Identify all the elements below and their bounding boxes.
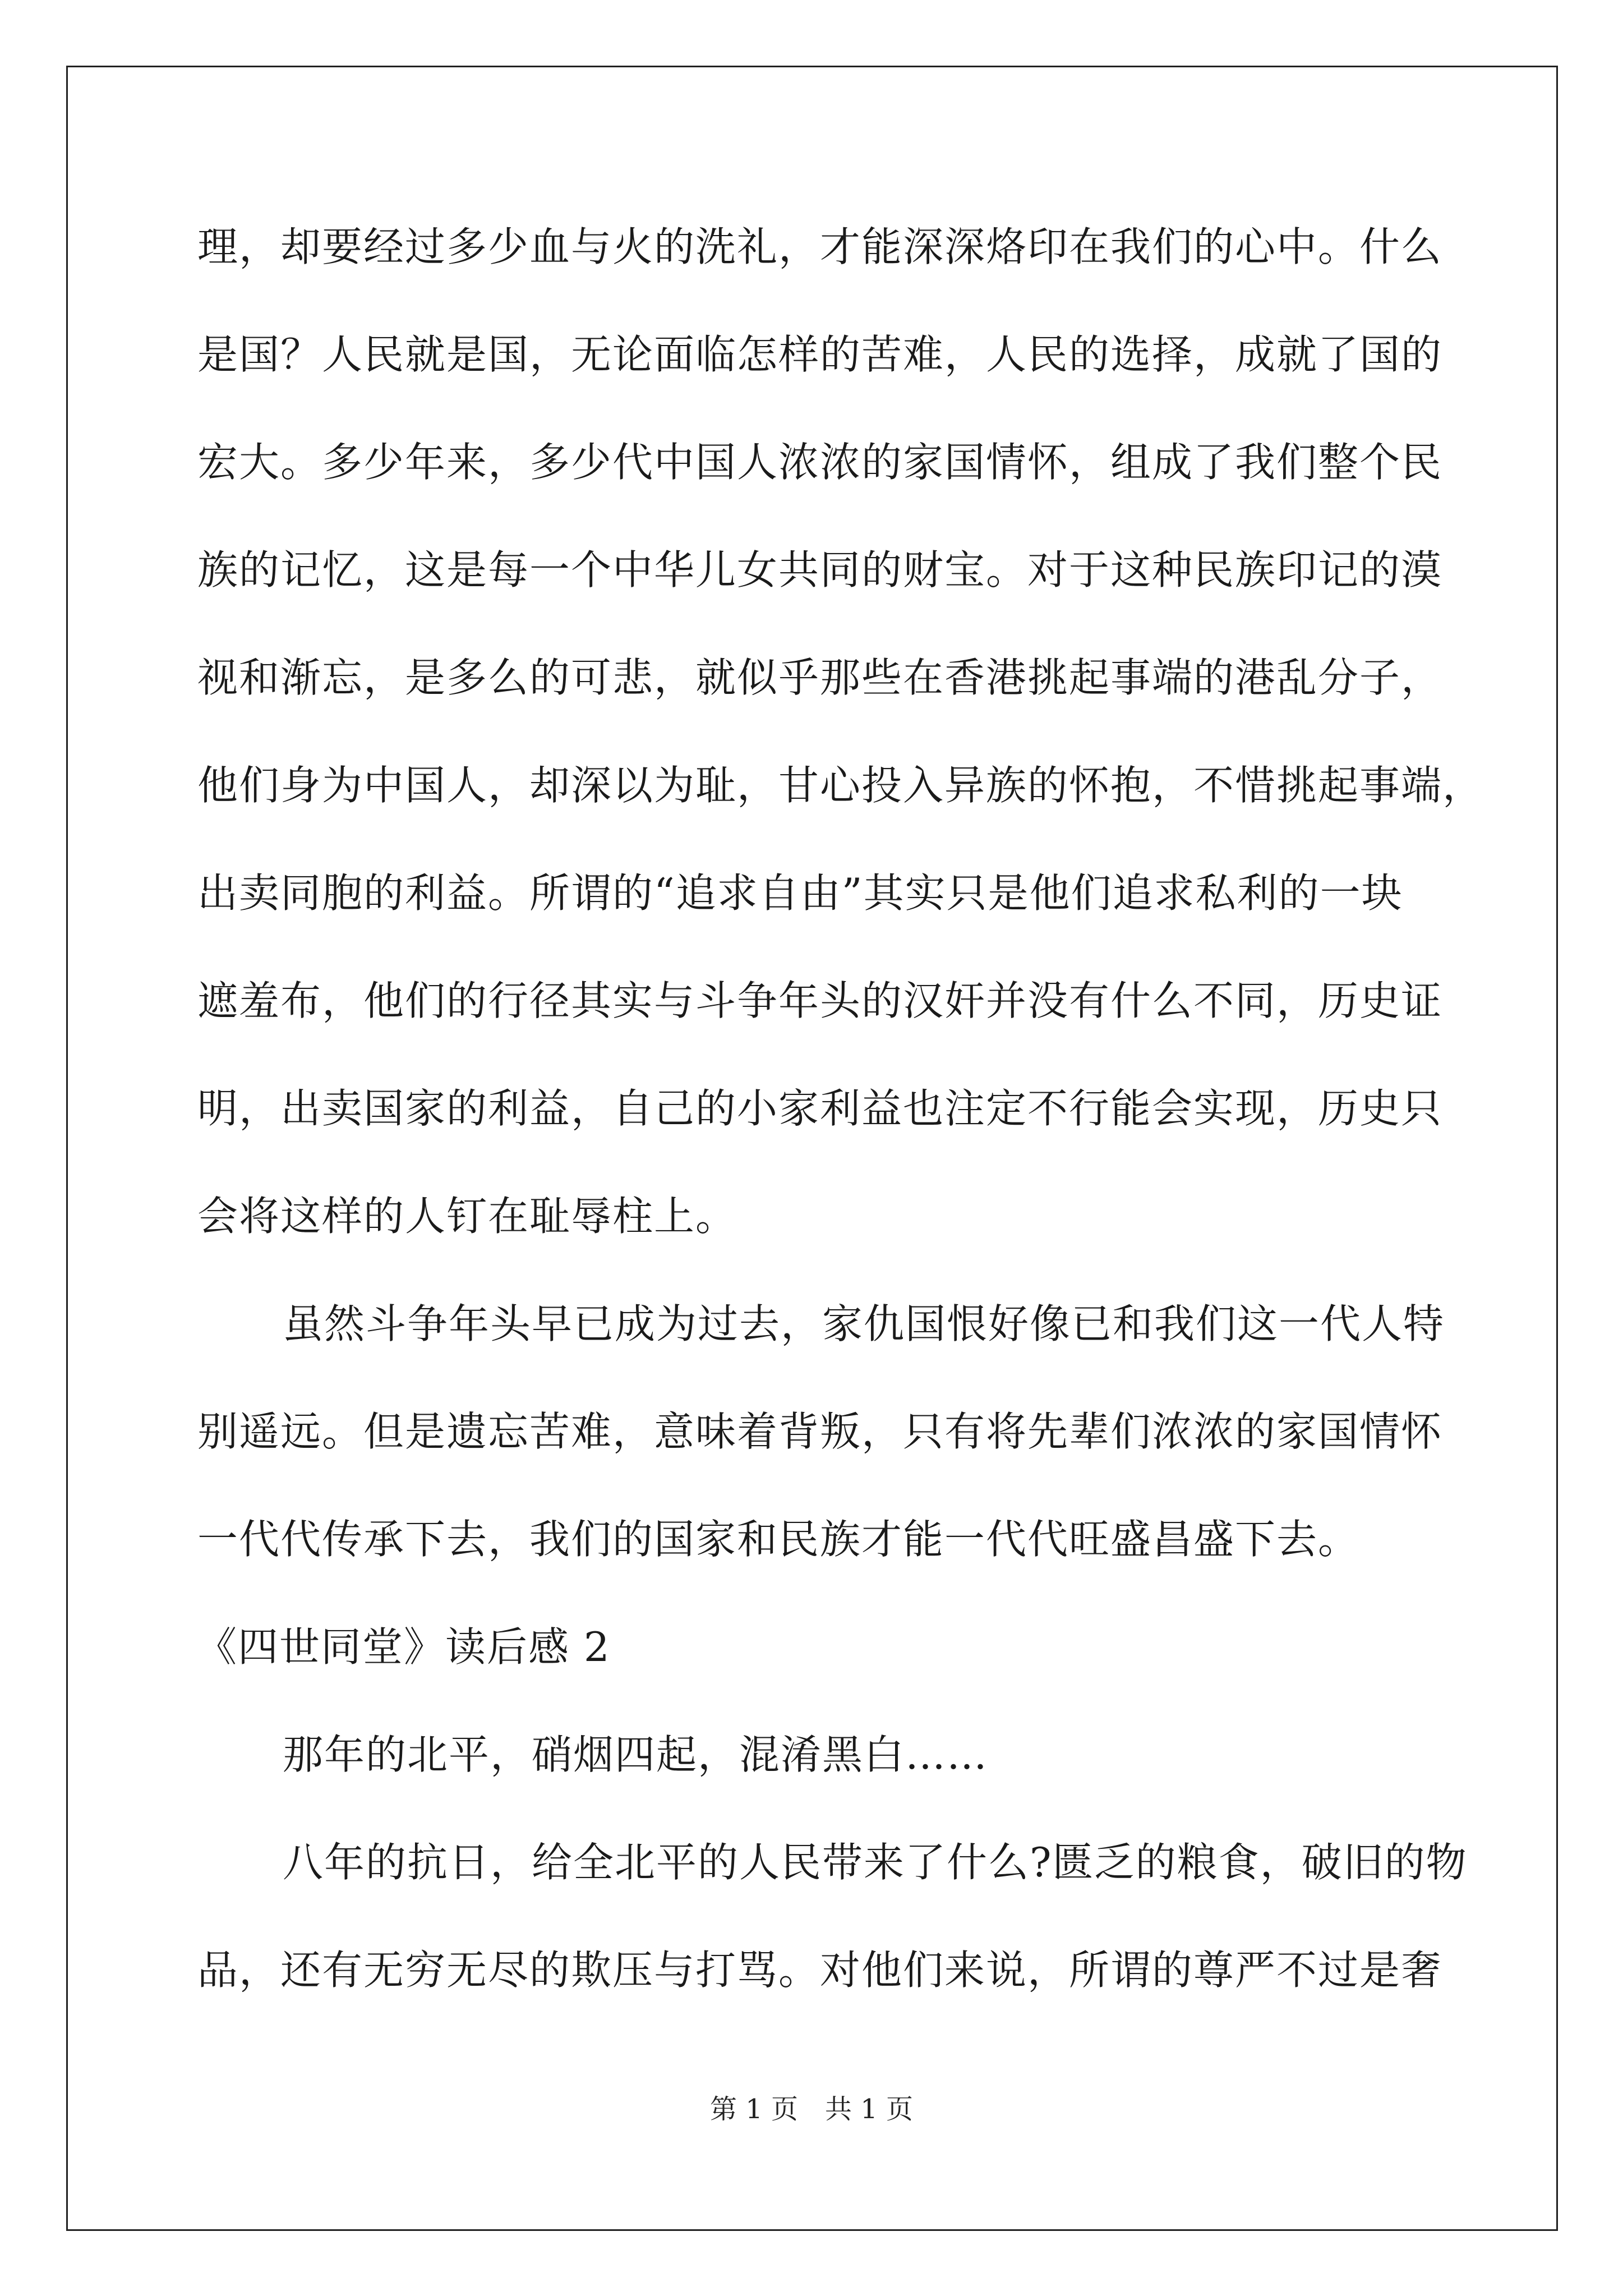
section-heading: 《四世同堂》读后感 2 [196,1623,611,1671]
text-line: 族的记忆，这是每一个中华儿女共同的财宝。对于这种民族印记的漠 [197,546,1443,593]
paragraph-start-line: 虽然斗争年头早已成为过去，家仇国恨好像已和我们这一代人特 [283,1300,1445,1347]
text-line: 会将这样的人钉在耻辱柱上。 [197,1193,737,1240]
text-line: 遮羞布，他们的行径其实与斗争年头的汉奸并没有什么不同，历史证 [197,977,1443,1024]
paragraph-start-line: 那年的北平，硝烟四起，混淆黑白…… [283,1731,989,1778]
text-line: 明，出卖国家的利益，自己的小家利益也注定不行能会实现，历史只 [197,1085,1443,1132]
page-border [66,66,1558,2231]
text-line: 别遥远。但是遗忘苦难，意味着背叛，只有将先辈们浓浓的家国情怀 [197,1408,1443,1455]
page-number-footer: 第 1 页 共 1 页 [709,2093,914,2125]
text-line: 品，还有无穷无尽的欺压与打骂。对他们来说，所谓的尊严不过是奢 [197,1947,1443,1994]
text-line: 理，却要经过多少血与火的洗礼，才能深深烙印在我们的心中。什么 [197,223,1443,270]
text-line: 他们身为中国人，却深以为耻，甘心投入异族的怀抱，不惜挑起事端， [197,762,1484,809]
text-line: 视和渐忘，是多么的可悲，就似乎那些在香港挑起事端的港乱分子， [197,654,1443,701]
text-line: 出卖同胞的利益。所谓的“追求自由”其实只是他们追求私利的一块 [197,869,1403,917]
text-line: 宏大。多少年来，多少代中国人浓浓的家国情怀，组成了我们整个民 [197,439,1443,486]
text-line: 一代代传承下去，我们的国家和民族才能一代代旺盛昌盛下去。 [197,1516,1360,1563]
paragraph-start-line: 八年的抗日，给全北平的人民带来了什么?匮乏的粮食，破旧的物 [283,1839,1468,1886]
text-line: 是国？人民就是国，无论面临怎样的苦难，人民的选择，成就了国的 [197,331,1443,378]
